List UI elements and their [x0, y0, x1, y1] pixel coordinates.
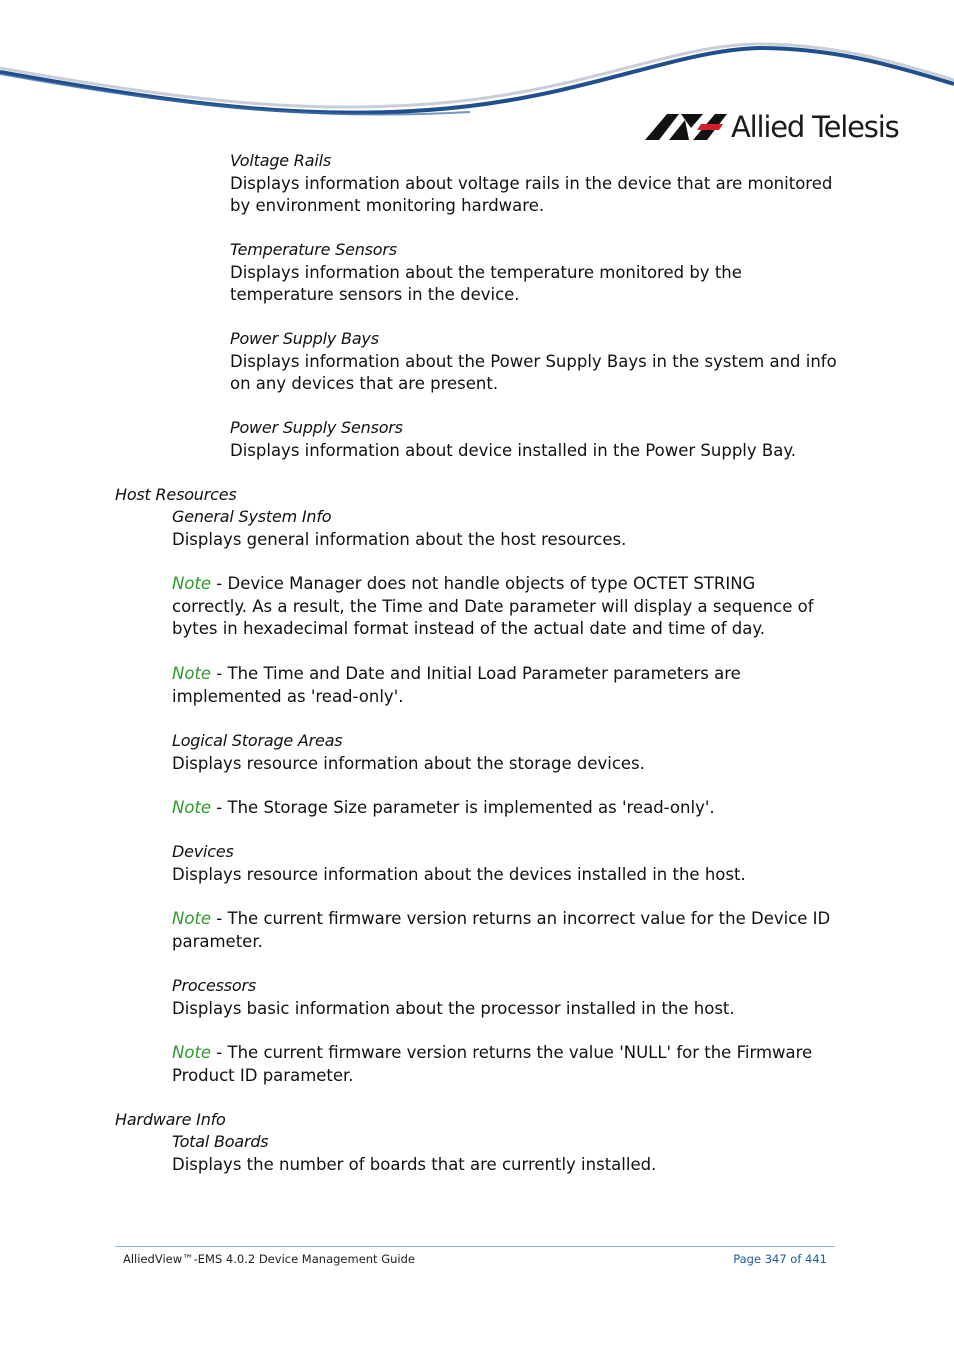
section-heading: General System Info	[172, 507, 332, 526]
note-label: Note	[172, 664, 212, 683]
section-general-system-info	[172, 506, 832, 551]
note-text: - The current firmware version returns the value 'NULL' for the Firmware Product ID parameter.	[172, 1043, 813, 1085]
note-storage-size	[172, 797, 832, 820]
note-text: - The Time and Date and Initial Load Parameter parameters are implemented as 'read-only'.	[172, 664, 741, 706]
section-voltage-rails	[230, 150, 840, 218]
note-text: - Device Manager does not handle objects of type OCTET STRING correctly. As a result, the Time and Date parameter will display a sequence of bytes in hexadecimal format instead of the actual date and time of day.	[172, 574, 814, 638]
section-power-supply-bays	[230, 328, 840, 396]
section-description: Displays general information about the host resources.	[172, 529, 627, 549]
section-heading: Temperature Sensors	[230, 240, 397, 259]
note-text: - The Storage Size parameter is implemented as 'read-only'.	[211, 798, 715, 817]
note-octet-string	[172, 573, 832, 641]
section-hardware-info	[115, 1109, 815, 1132]
note-label: Note	[172, 909, 212, 928]
footer-page-number: Page 347 of 441	[733, 1252, 827, 1266]
note-text: - The current firmware version returns an incorrect value for the Device ID parameter.	[172, 909, 831, 951]
note-firmware-null	[172, 1042, 832, 1087]
section-description: Displays information about device installed in the Power Supply Bay.	[230, 440, 796, 460]
section-description: Displays information about the temperature monitored by the temperature sensors in the device.	[230, 262, 742, 304]
group-heading: Hardware Info	[115, 1110, 226, 1129]
note-label: Note	[172, 798, 212, 817]
section-total-boards	[172, 1131, 832, 1176]
section-devices	[172, 841, 832, 886]
note-read-only	[172, 663, 832, 708]
section-description: Displays information about the Power Supply Bays in the system and info on any devices that are present.	[230, 351, 837, 393]
section-description: Displays resource information about the storage devices.	[172, 753, 645, 773]
logo-text: Allied Telesis	[731, 110, 899, 144]
allied-telesis-logo	[645, 110, 898, 144]
footer-divider	[115, 1246, 835, 1247]
allied-telesis-logo-icon	[645, 114, 727, 140]
section-host-resources	[115, 484, 815, 507]
section-heading: Logical Storage Areas	[172, 731, 343, 750]
section-heading: Power Supply Sensors	[230, 418, 403, 437]
section-power-supply-sensors	[230, 417, 840, 462]
section-temperature-sensors	[230, 239, 840, 307]
section-processors	[172, 975, 832, 1020]
section-description: Displays resource information about the devices installed in the host.	[172, 864, 746, 884]
section-heading: Total Boards	[172, 1132, 269, 1151]
section-description: Displays basic information about the processor installed in the host.	[172, 998, 735, 1018]
group-heading: Host Resources	[115, 485, 237, 504]
section-heading: Voltage Rails	[230, 151, 331, 170]
section-description: Displays information about voltage rails in the device that are monitored by environment monitoring hardware.	[230, 173, 833, 215]
section-heading: Power Supply Bays	[230, 329, 379, 348]
section-heading: Processors	[172, 976, 257, 995]
footer-document-title: AlliedView™-EMS 4.0.2 Device Management Guide	[123, 1252, 415, 1266]
note-label: Note	[172, 1043, 212, 1062]
section-logical-storage-areas	[172, 730, 832, 775]
section-heading: Devices	[172, 842, 234, 861]
note-label: Note	[172, 574, 212, 593]
section-description: Displays the number of boards that are currently installed.	[172, 1154, 657, 1174]
note-device-id	[172, 908, 832, 953]
